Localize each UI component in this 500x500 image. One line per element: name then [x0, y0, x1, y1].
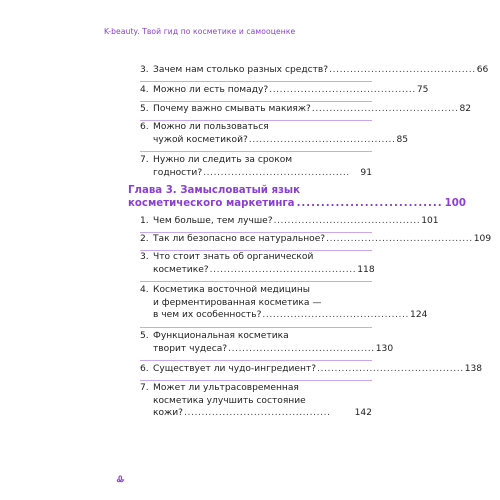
toc-entry[interactable] — [128, 103, 472, 116]
entry-page: 124 — [410, 310, 428, 320]
entry-title: Зачем нам столько разных средств? — [153, 65, 329, 75]
toc-entry[interactable] — [128, 233, 492, 246]
entry-title: Чем больше, тем лучше? — [153, 216, 273, 226]
entry-page: 91 — [360, 167, 372, 178]
chapter-title: косметического маркетинга — [128, 198, 295, 209]
entry-number: 3. — [140, 65, 149, 75]
entry-number: 7. — [140, 383, 149, 393]
entry-title: Может ли ультрасовременная — [153, 383, 299, 393]
entry-number: 7. — [140, 155, 149, 165]
leader-dots: .......................................... — [326, 234, 473, 244]
entry-number: 2. — [140, 234, 149, 244]
entry-number: 4. — [140, 85, 149, 95]
entry-page: 130 — [375, 343, 394, 354]
entry-page: 109 — [473, 234, 492, 244]
entry-number: 5. — [140, 331, 149, 341]
entry-number: 3. — [140, 252, 149, 262]
entry-page: 82 — [459, 104, 472, 114]
leader-dots: .......................................... — [273, 216, 421, 226]
entry-number: 6. — [140, 122, 149, 132]
toc-entry[interactable] — [128, 84, 429, 97]
entry-title: кожи? — [153, 408, 183, 418]
page-folio: Ꮂ — [117, 475, 125, 485]
chapter-heading[interactable] — [128, 184, 466, 210]
entry-page: 142 — [354, 408, 372, 418]
entry-page: 118 — [357, 264, 375, 275]
leader-dots: .......................................... — [228, 343, 375, 354]
leader-dots: .............................. — [296, 198, 443, 209]
leader-dots: .......................................... — [203, 167, 350, 178]
chapter-page: 100 — [444, 198, 466, 209]
toc-entry[interactable] — [128, 284, 428, 323]
entry-title: Косметика восточной медицины — [153, 285, 310, 295]
toc-entry[interactable] — [128, 64, 489, 77]
entry-title: Нужно ли следить за сроком — [153, 155, 293, 165]
toc-entry[interactable] — [128, 215, 439, 228]
entry-title: творит чудеса? — [153, 343, 228, 354]
toc-entry[interactable] — [128, 330, 394, 356]
leader-dots: .......................................... — [209, 264, 357, 275]
entry-title: в чем их особенность? — [153, 310, 262, 320]
entry-title: Почему важно смывать макияж? — [153, 104, 311, 114]
entry-page: 138 — [464, 364, 483, 374]
entry-title: годности? — [153, 167, 203, 178]
entry-title: Так ли безопасно все натуральное? — [153, 234, 326, 244]
entry-number: 5. — [140, 104, 149, 114]
entry-page: 66 — [476, 65, 489, 75]
toc-entry[interactable] — [128, 251, 375, 277]
entry-title: Можно ли пользоваться — [153, 122, 269, 132]
leader-dots: .......................................... — [262, 310, 410, 320]
toc-entry[interactable] — [128, 121, 409, 147]
running-head: K-beauty. Твой гид по косметике и самооценке — [104, 27, 296, 36]
entry-title: Можно ли есть помаду? — [153, 85, 269, 95]
entry-page: 75 — [416, 85, 429, 95]
leader-dots: .......................................... — [184, 408, 331, 418]
entry-title: и ферментированная косметика — — [153, 297, 322, 308]
entry-page: 101 — [421, 216, 439, 226]
entry-title: косметике? — [153, 264, 209, 275]
entry-page: 85 — [396, 134, 409, 145]
leader-dots: .......................................... — [317, 364, 464, 374]
entry-title: Что стоит знать об органической — [153, 252, 314, 262]
entry-title: косметика улучшить состояние — [153, 395, 306, 406]
entry-number: 6. — [140, 364, 149, 374]
entry-number: 1. — [140, 216, 149, 226]
entry-title: Функциональная косметика — [153, 331, 289, 341]
entry-title: чужой косметикой? — [153, 134, 248, 145]
toc-entry[interactable] — [128, 363, 483, 376]
leader-dots: .......................................... — [329, 65, 476, 75]
entry-number: 4. — [140, 285, 149, 295]
leader-dots: .......................................... — [269, 85, 416, 95]
leader-dots: .......................................... — [311, 104, 459, 114]
leader-dots: .......................................... — [248, 134, 396, 145]
toc-entry[interactable] — [128, 154, 372, 180]
entry-title: Существует ли чудо-ингредиент? — [153, 364, 317, 374]
toc-entry[interactable] — [128, 382, 372, 421]
chapter-title: Глава 3. Замысловатый язык — [128, 185, 301, 196]
